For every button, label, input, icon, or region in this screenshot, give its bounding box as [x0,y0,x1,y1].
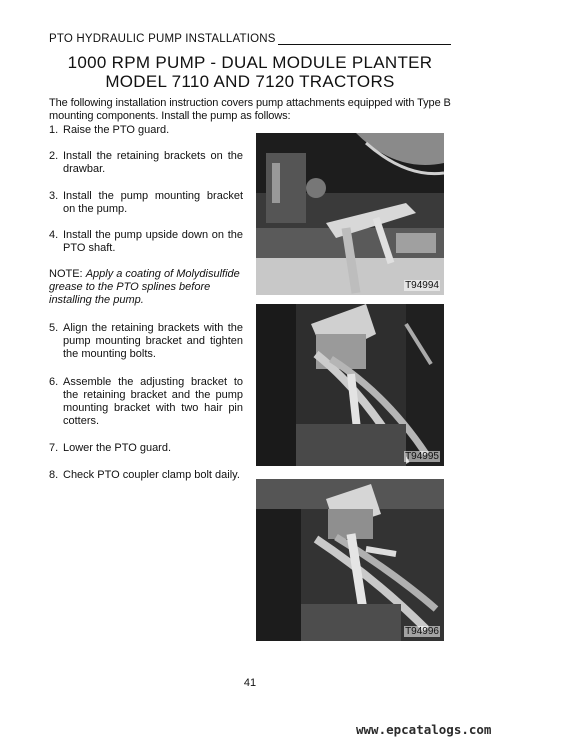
photo-code-label: T94996 [405,626,439,637]
step-text: Check PTO coupler clamp bolt daily. [63,469,240,481]
photo-pump-mounting-image [256,304,444,466]
photo-adjusting-bracket-image [256,479,444,641]
step-3 [49,190,243,216]
step-text: Install the retaining brackets on the drawbar. [63,150,243,175]
step-number: 1. [49,124,59,136]
section-title: PTO HYDRAULIC PUMP INSTALLATIONS [49,33,276,45]
photo-drawbar-brackets [256,133,444,295]
photo-adjusting-bracket [256,479,444,641]
section-header [49,33,451,45]
step-number: 3. [49,190,59,202]
intro-paragraph: The following installation instruction covers pump attachments equipped with Type B mounting components. Install the pump as follows: [49,97,451,122]
step-4 [49,229,243,255]
step-text: Align the retaining brackets with the pump mounting bracket and tighten the mounting bolts. [63,322,243,360]
step-number: 6. [49,376,59,388]
photo-drawbar-brackets-image [256,133,444,295]
step-text: Raise the PTO guard. [63,124,170,136]
step-text: Install the pump mounting bracket on the pump. [63,190,243,215]
page-title [40,53,460,91]
photo-code-label: T94994 [405,280,439,291]
page-number: 41 [243,677,257,689]
step-6 [49,376,243,428]
step-number: 8. [49,469,59,481]
note-label: NOTE: [49,268,83,280]
page-title-line2: MODEL 7110 AND 7120 TRACTORS [105,72,395,91]
step-7 [49,442,243,455]
step-8 [49,469,243,482]
step-1 [49,124,243,137]
step-number: 5. [49,322,59,334]
header-rule [278,34,451,45]
step-number: 4. [49,229,59,241]
page-title-line1: 1000 RPM PUMP - DUAL MODULE PLANTER [67,53,433,72]
step-2 [49,150,243,176]
watermark-link[interactable]: www.epcatalogs.com [356,722,492,737]
step-5 [49,322,243,361]
step-number: 7. [49,442,59,454]
photo-pump-mounting [256,304,444,466]
note-text: Apply a coating of Molydisulfide grease to the PTO splines before installing the pump. [49,268,240,306]
note-paragraph [49,268,243,307]
step-number: 2. [49,150,59,162]
photo-code-label: T94995 [405,451,439,462]
step-text: Install the pump upside down on the PTO shaft. [63,229,243,254]
step-text: Assemble the adjusting bracket to the retaining bracket and the pump mounting bracket with two hair pin cotters. [63,376,243,427]
step-text: Lower the PTO guard. [63,442,172,454]
